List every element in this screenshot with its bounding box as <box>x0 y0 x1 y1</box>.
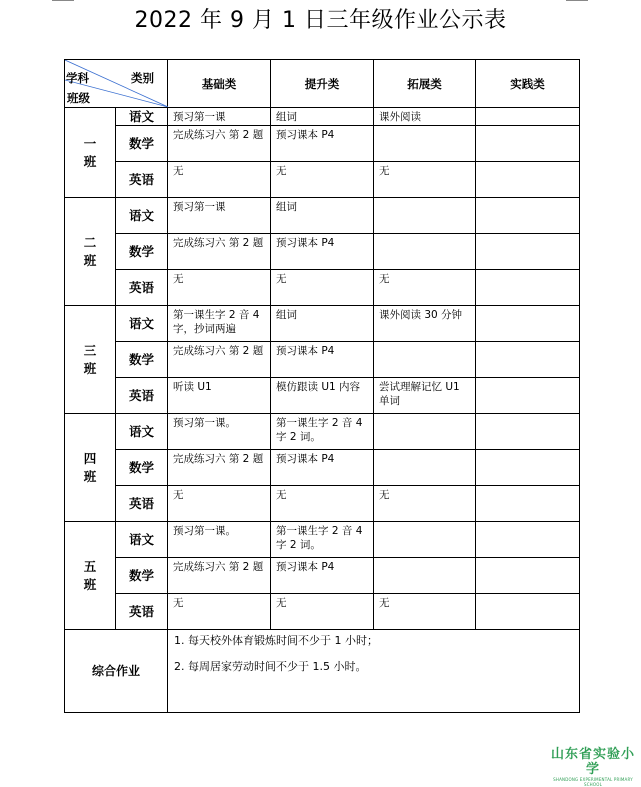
homework-cell <box>476 342 580 378</box>
class-row <box>65 522 580 558</box>
homework-cell: 第一课生字 2 音 4 字 2 词。 <box>271 522 374 558</box>
homework-cell: 预习第一课 <box>168 108 271 126</box>
homework-cell <box>476 162 580 198</box>
class-row <box>65 234 580 270</box>
homework-cell <box>374 522 476 558</box>
homework-cell: 课外阅读 30 分钟 <box>374 306 476 342</box>
homework-cell: 预习第一课。 <box>168 522 271 558</box>
class-row <box>65 378 580 414</box>
class-row <box>65 270 580 306</box>
homework-cell: 预习课本 P4 <box>271 126 374 162</box>
homework-cell: 无 <box>374 594 476 630</box>
subject-cell: 英语 <box>116 594 168 630</box>
homework-cell: 课外阅读 <box>374 108 476 126</box>
class-row <box>65 558 580 594</box>
column-header-extension: 拓展类 <box>374 60 476 108</box>
category-label: 类别 <box>131 71 154 85</box>
subject-cell: 数学 <box>116 342 168 378</box>
subject-cell: 语文 <box>116 414 168 450</box>
homework-cell: 第一课生字 2 音 4 字，抄词两遍 <box>168 306 271 342</box>
class-name-char: 班 <box>83 153 97 169</box>
page-title: 2022 年 9 月 1 日三年级作业公示表 <box>134 8 507 33</box>
class-row <box>65 108 580 126</box>
class-name-char: 五 <box>83 558 97 574</box>
class-name-char: 一 <box>83 135 97 151</box>
class-name-char: 班 <box>83 468 97 484</box>
homework-cell: 预习课本 P4 <box>271 450 374 486</box>
class-name-cell <box>65 522 116 630</box>
comprehensive-item: 1. 每天校外体育锻炼时间不少于 1 小时； <box>174 634 378 647</box>
class-name-char: 四 <box>83 450 97 466</box>
homework-cell: 无 <box>168 594 271 630</box>
homework-cell <box>476 522 580 558</box>
class-name-cell <box>65 306 116 414</box>
homework-cell <box>476 450 580 486</box>
homework-cell <box>476 414 580 450</box>
homework-cell <box>476 270 580 306</box>
homework-cell <box>476 558 580 594</box>
school-logo <box>547 747 639 787</box>
homework-cell <box>476 306 580 342</box>
subject-cell: 语文 <box>116 108 168 126</box>
homework-cell <box>374 126 476 162</box>
school-logo-english: SHANDONG EXPERIMENTAL PRIMARY SCHOOL <box>553 777 633 787</box>
homework-cell: 第一课生字 2 音 4 字 2 词。 <box>271 414 374 450</box>
homework-cell: 尝试理解记忆 U1 单词 <box>374 378 476 414</box>
top-rule-right <box>566 0 588 1</box>
comprehensive-content <box>168 630 580 713</box>
homework-cell: 预习第一课 <box>168 198 271 234</box>
class-label: 班级 <box>67 91 90 105</box>
subject-cell: 数学 <box>116 234 168 270</box>
homework-cell: 完成练习六 第 2 题 <box>168 342 271 378</box>
subject-cell: 数学 <box>116 558 168 594</box>
homework-cell <box>476 108 580 126</box>
homework-cell: 无 <box>374 486 476 522</box>
homework-cell: 完成练习六 第 2 题 <box>168 558 271 594</box>
top-rule-left <box>52 0 74 1</box>
class-name-char: 班 <box>83 576 97 592</box>
homework-cell: 预习课本 P4 <box>271 342 374 378</box>
class-name-char: 班 <box>83 360 97 376</box>
class-row <box>65 486 580 522</box>
subject-label: 学科 <box>66 71 89 85</box>
subject-cell: 数学 <box>116 126 168 162</box>
homework-cell: 完成练习六 第 2 题 <box>168 234 271 270</box>
class-row <box>65 342 580 378</box>
homework-cell <box>374 450 476 486</box>
homework-cell: 完成练习六 第 2 题 <box>168 450 271 486</box>
class-name-cell <box>65 414 116 522</box>
homework-cell: 预习课本 P4 <box>271 558 374 594</box>
homework-cell <box>374 342 476 378</box>
homework-cell: 预习第一课。 <box>168 414 271 450</box>
class-name-char: 班 <box>83 252 97 268</box>
homework-cell: 听读 U1 <box>168 378 271 414</box>
comprehensive-item: 2. 每周居家劳动时间不少于 1.5 小时。 <box>174 660 367 673</box>
homework-cell: 无 <box>271 594 374 630</box>
column-header-basic: 基础类 <box>168 60 271 108</box>
subject-cell: 英语 <box>116 270 168 306</box>
homework-cell: 无 <box>374 270 476 306</box>
homework-cell: 无 <box>374 162 476 198</box>
column-header-practice: 实践类 <box>476 60 580 108</box>
subject-cell: 数学 <box>116 450 168 486</box>
class-row <box>65 450 580 486</box>
class-row <box>65 162 580 198</box>
subject-cell: 语文 <box>116 198 168 234</box>
homework-cell <box>476 594 580 630</box>
homework-cell <box>476 486 580 522</box>
school-logo-name: 山东省实验小学 <box>550 747 635 777</box>
homework-cell: 无 <box>271 270 374 306</box>
class-name-cell <box>65 108 116 198</box>
homework-cell <box>476 378 580 414</box>
header-row <box>65 60 580 108</box>
class-row <box>65 594 580 630</box>
homework-cell: 无 <box>168 270 271 306</box>
class-row <box>65 306 580 342</box>
homework-table <box>64 59 580 713</box>
homework-cell: 完成练习六 第 2 题 <box>168 126 271 162</box>
homework-cell <box>476 126 580 162</box>
class-row <box>65 126 580 162</box>
comprehensive-row <box>65 630 580 713</box>
subject-cell: 英语 <box>116 162 168 198</box>
class-row <box>65 198 580 234</box>
homework-cell <box>374 234 476 270</box>
subject-cell: 语文 <box>116 306 168 342</box>
subject-cell: 英语 <box>116 378 168 414</box>
homework-cell <box>374 198 476 234</box>
homework-cell: 组词 <box>271 306 374 342</box>
comprehensive-label: 综合作业 <box>65 630 168 713</box>
homework-cell <box>476 234 580 270</box>
class-row <box>65 414 580 450</box>
homework-cell: 组词 <box>271 108 374 126</box>
class-name-cell <box>65 198 116 306</box>
homework-cell: 无 <box>168 486 271 522</box>
homework-cell: 无 <box>271 162 374 198</box>
column-header-advanced: 提升类 <box>271 60 374 108</box>
subject-cell: 语文 <box>116 522 168 558</box>
subject-cell: 英语 <box>116 486 168 522</box>
homework-cell <box>374 414 476 450</box>
homework-cell: 预习课本 P4 <box>271 234 374 270</box>
homework-cell: 组词 <box>271 198 374 234</box>
homework-cell: 模仿跟读 U1 内容 <box>271 378 374 414</box>
homework-cell: 无 <box>168 162 271 198</box>
homework-cell <box>476 198 580 234</box>
homework-cell: 无 <box>271 486 374 522</box>
homework-cell <box>374 558 476 594</box>
class-name-char: 二 <box>83 234 97 250</box>
header-diagonal-cell <box>65 60 168 108</box>
class-name-char: 三 <box>83 342 97 358</box>
